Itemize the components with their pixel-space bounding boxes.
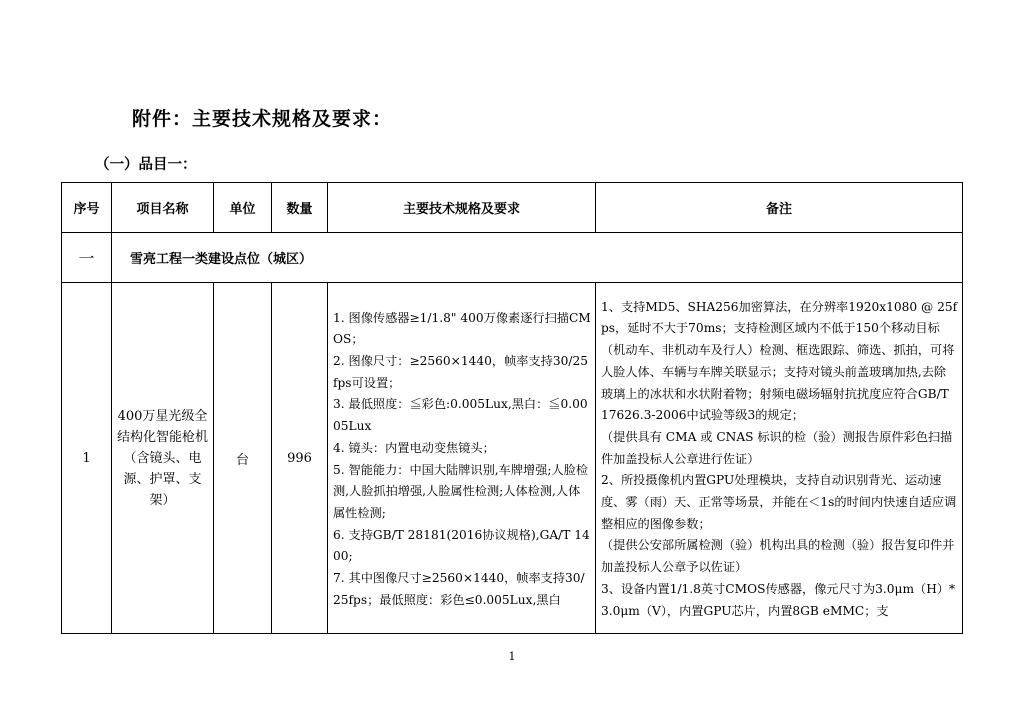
page-number: 1 xyxy=(508,650,516,663)
page-title: 附件：主要技术规格及要求： xyxy=(132,108,393,130)
header-unit: 单位 xyxy=(214,183,272,233)
item-quantity: 996 xyxy=(272,283,328,634)
category-number: 一 xyxy=(62,233,112,283)
item-number: 1 xyxy=(62,283,112,634)
spec-line: 5. 智能能力：中国大陆牌识别,车牌增强;人脸检测,人脸抓拍增强,人脸属性检测;人体检测,人体属性检测; xyxy=(333,462,589,520)
remark-line: （提供公安部所属检测（验）机构出具的检测（验）报告复印件并加盖投标人公章予以佐证） xyxy=(601,538,955,575)
header-quantity: 数量 xyxy=(272,183,328,233)
remark-line: 1、支持MD5、SHA256加密算法，在分辨率1920x1080 @ 25fps，延时不大于70ms；支持检测区域内不低于150个移动目标（机动车、非机动车及行人）检测、框选跟踪、筛选、抓拍，可将人脸人体、车辆与车牌关联显示；支持对镜头前盖玻璃加热,去除玻璃上的冰状和水状附着物；射频电磁场辐射抗扰度应符合GB/T 17626.3-2006中试验等级3的规定； xyxy=(601,299,958,423)
remark-line: 2、所投摄像机内置GPU处理模块，支持自动识别背光、运动速度、雾（雨）天、正常等场景，并能在＜1s的时间内快速自适应调整相应的图像参数； xyxy=(601,473,957,531)
spec-table xyxy=(61,182,963,634)
remark-line: （提供具有 CMA 或 CNAS 标识的检（验）测报告原件彩色扫描件加盖投标人公章进行佐证） xyxy=(601,429,953,466)
header-spec: 主要技术规格及要求 xyxy=(328,183,596,233)
category-row xyxy=(62,233,963,283)
spec-line: 2. 图像尺寸：≥2560×1440，帧率支持30/25fps可设置； xyxy=(333,353,588,390)
header-item-name: 项目名称 xyxy=(112,183,214,233)
section-subtitle: （一）品目一： xyxy=(95,157,197,173)
item-unit: 台 xyxy=(214,283,272,634)
spec-line: 1. 图像传感器≥1/1.8" 400万像素逐行扫描CMOS； xyxy=(333,310,591,347)
item-remark xyxy=(596,283,963,634)
item-spec xyxy=(328,283,596,634)
spec-line: 7. 其中图像尺寸≥2560×1440，帧率支持30/25fps；最低照度：彩色≤0.005Lux,黑白 xyxy=(333,571,585,607)
header-remark: 备注 xyxy=(596,183,963,233)
spec-line: 4. 镜头：内置电动变焦镜头； xyxy=(333,440,495,455)
table-header-row xyxy=(62,183,963,233)
item-name: 400万星光级全结构化智能枪机（含镜头、电源、护罩、支架） xyxy=(112,283,214,634)
header-index: 序号 xyxy=(62,183,112,233)
spec-line: 6. 支持GB/T 28181(2016协议规格),GA/T 1400; xyxy=(333,527,590,564)
remark-line: 3、设备内置1/1.8英寸CMOS传感器，像元尺寸为3.0μm（H）*3.0μm（V），内置GPU芯片，内置8GB eMMC；支 xyxy=(601,581,956,618)
category-name: 雪亮工程一类建设点位（城区） xyxy=(112,233,963,283)
table-row xyxy=(62,283,963,634)
spec-line: 3. 最低照度：≦彩色:0.005Lux,黑白：≦0.0005Lux xyxy=(333,397,588,434)
